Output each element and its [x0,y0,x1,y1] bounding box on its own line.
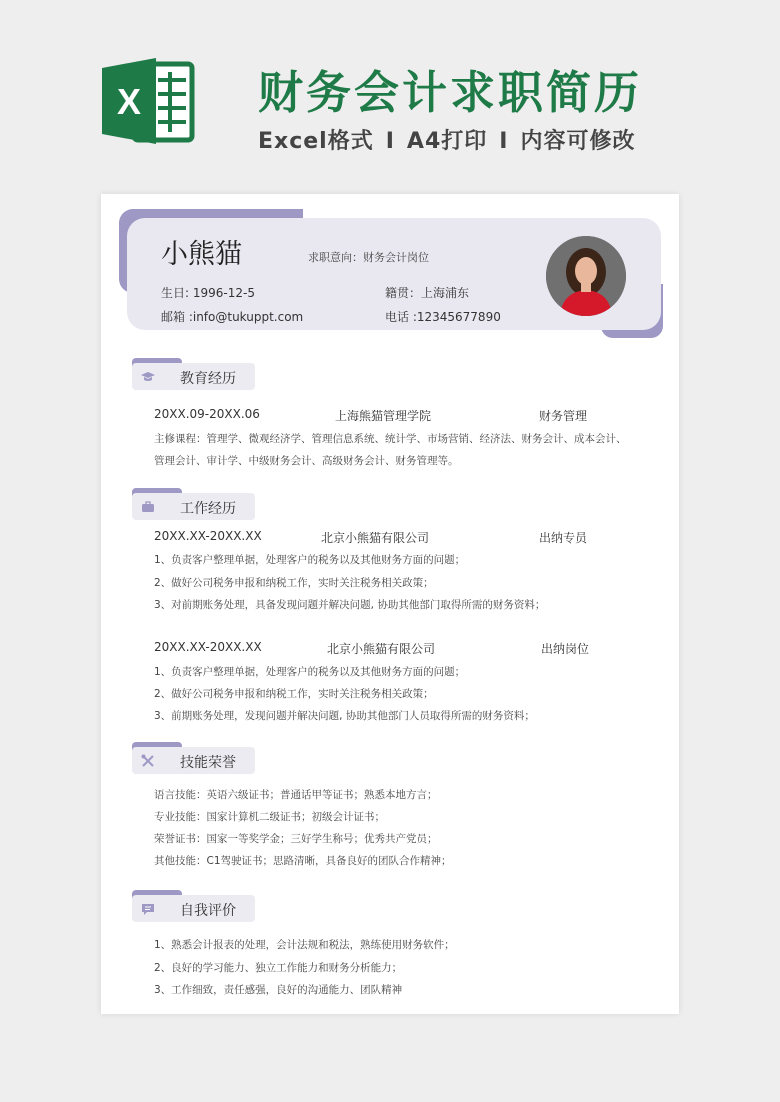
self-eval-line: 2、良好的学习能力、独立工作能力和财务分析能力； [154,962,403,974]
job-company: 北京小熊猫有限公司 [321,531,430,545]
job-period: 20XX.XX-20XX.XX [154,529,262,543]
banner-subtitle [258,124,635,155]
job-duty-line: 2、做好公司税务申报和纳税工作，实时关注税务相关政策； [154,688,434,700]
email: 邮箱 :info@tukuppt.com [161,310,304,324]
section-skills-header [132,747,255,774]
job-duty-line: 1、负责客户整理单据，处理客户的税务以及其他财务方面的问题； [154,666,466,678]
education-major: 财务管理 [539,409,588,423]
job-duty-line: 3、对前期账务处理，具备发现问题并解决问题, 协助其他部门取得所需的财务资料； [154,599,546,611]
section-title: 教育经历 [180,371,236,387]
section-title: 技能荣誉 [180,755,236,771]
section-education-header [132,363,255,390]
education-courses-line: 主修课程：管理学、微观经济学、管理信息系统、统计学、市场营销、经济法、财务会计、成本会计、 [154,433,627,445]
job-duty-line: 2、做好公司税务申报和纳税工作，实时关注税务相关政策； [154,577,434,589]
section-self-eval-header [132,895,255,922]
excel-logo-letter: X [116,81,142,122]
birth-date: 生日: 1996-12-5 [161,286,255,300]
skill-line: 其他技能：C1驾驶证书；思路清晰，具备良好的团队合作精神； [154,855,452,867]
avatar [546,236,626,316]
candidate-name: 小熊猫 [161,239,242,270]
job-role: 出纳专员 [539,531,588,545]
separator: I [499,129,509,154]
education-period: 20XX.09-20XX.06 [154,407,260,421]
skill-line: 专业技能：国家计算机二级证书；初级会计证书； [154,811,385,823]
self-eval-line: 3、工作细致，责任感强，良好的沟通能力、团队精神 [154,984,403,996]
education-courses-line: 管理会计、审计学、中级财务会计、高级财务会计、财务管理等。 [154,455,459,467]
section-work-header [132,493,255,520]
speech-bubble-icon [140,901,156,917]
portrait-icon [546,236,626,316]
self-eval-line: 1、熟悉会计报表的处理，会计法规和税法，熟练使用财务软件； [154,939,455,951]
skill-line: 荣誉证书：国家一等奖学金；三好学生称号；优秀共产党员； [154,833,438,845]
resume-paper [101,194,679,1014]
format-note: Excel格式 [258,129,374,154]
hometown: 籍贯：上海浦东 [385,286,470,300]
job-duty-line: 1、负责客户整理单据，处理客户的税务以及其他财务方面的问题； [154,554,466,566]
separator: I [385,129,395,154]
phone: 电话 :12345677890 [385,310,501,324]
section-title: 工作经历 [180,501,236,517]
job-duty-line: 3、前期账务处理，发现问题并解决问题, 协助其他部门人员取得所需的财务资料； [154,710,535,722]
briefcase-icon [140,499,156,515]
job-role: 出纳岗位 [541,642,590,656]
excel-logo-icon [100,52,198,150]
graduation-cap-icon [140,369,156,385]
tools-icon [140,753,156,769]
banner-title: 财务会计求职简历 [258,66,643,119]
job-intent: 求职意向：财务会计岗位 [308,251,429,264]
skill-line: 语言技能：英语六级证书；普通话甲等证书；熟悉本地方言； [154,789,438,801]
job-company: 北京小熊猫有限公司 [327,642,436,656]
editable-note: 内容可修改 [520,129,636,154]
job-period: 20XX.XX-20XX.XX [154,640,262,654]
print-note: A4打印 [406,129,488,154]
education-school: 上海熊猫管理学院 [335,409,432,423]
section-title: 自我评价 [180,903,236,919]
